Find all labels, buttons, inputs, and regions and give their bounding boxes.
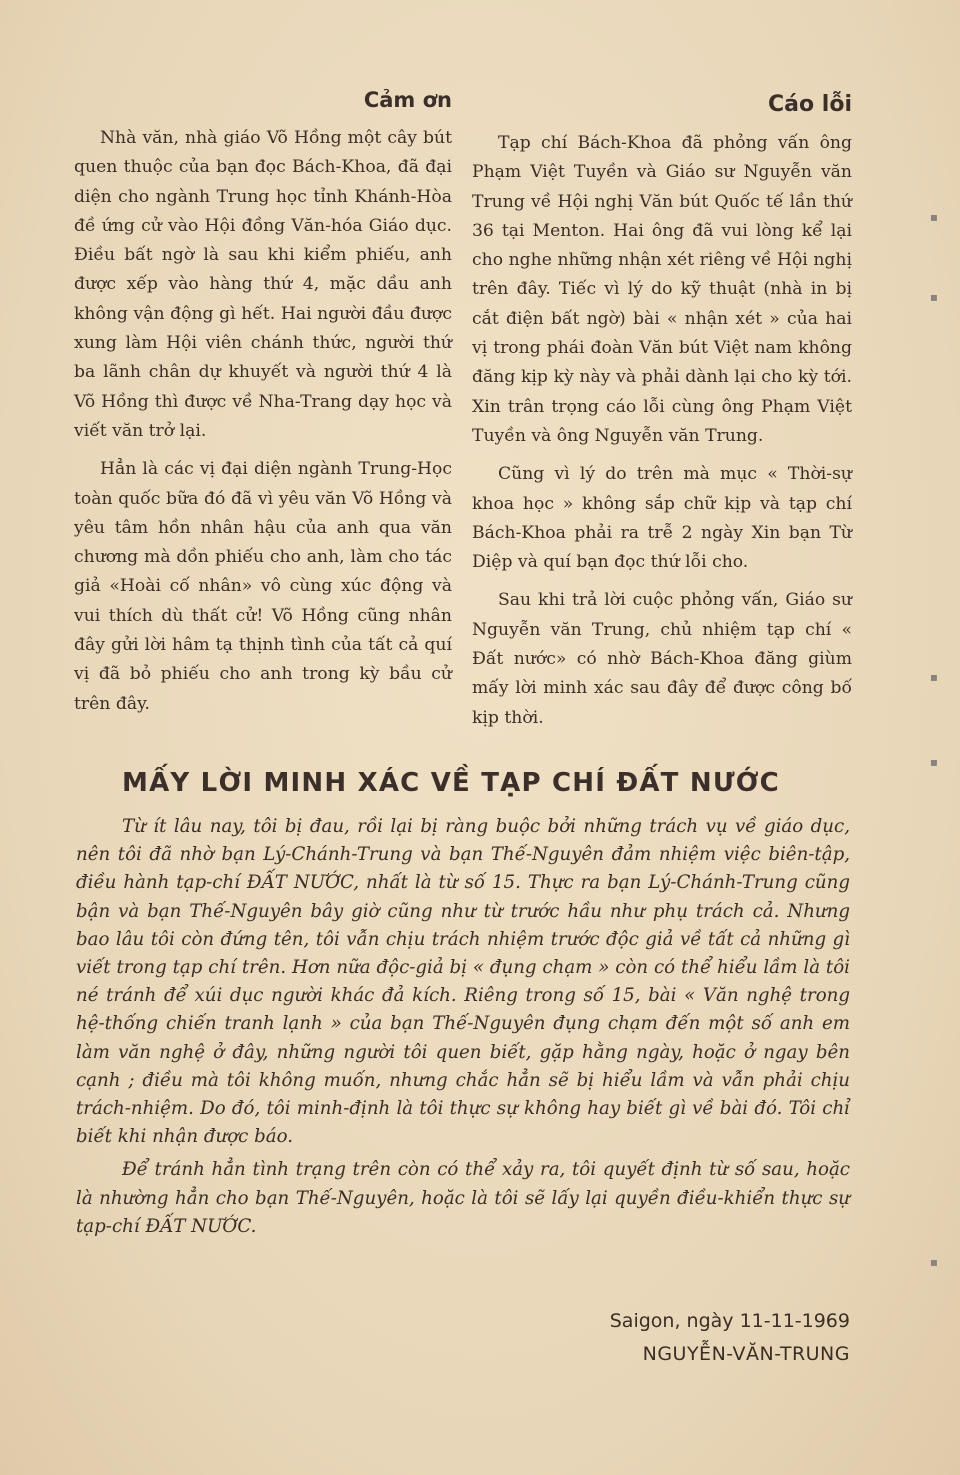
article-body: [76, 813, 850, 1241]
binding-mark: ▪: [929, 670, 938, 684]
left-paragraph-2: Hẳn là các vị đại diện ngành Trung-Học toàn quốc bữa đó đã vì yêu văn Võ Hồng và yêu tâm hồn nhân hậu của anh qua văn chương mà dồn phiếu cho anh, làm cho tác giả «Hoài cố nhân» vô cùng xúc động và vui thích dù thất cử! Võ Hồng cũng nhân đây gửi lời hâm tạ thịnh tình của tất cả quí vị đã bỏ phiếu cho anh trong kỳ bầu cử trên đây.: [74, 459, 452, 714]
article-paragraph-1: Từ ít lâu nay, tôi bị đau, rồi lại bị ràng buộc bởi những trách vụ về giáo dục, nên tôi đã nhờ bạn Lý-Chánh-Trung và bạn Thế-Nguyên đảm nhiệm việc biên-tập, điều hành tạp-chí ĐẤT NƯỚC, nhất là từ số 15. Thực ra bạn Lý-Chánh-Trung cũng bận và bạn Thế-Nguyên bây giờ cũng như từ trước hầu như phụ trách cả. Nhưng bao lâu tôi còn đứng tên, tôi vẫn chịu trách nhiệm trước độc giả về tất cả những gì viết trong tạp chí trên. Hơn nữa độc-giả bị « đụng chạm » còn có thể hiểu lầm là tôi né tránh để xúi dục người khác đả kích. Riêng trong số 15, bài « Văn nghệ trong hệ-thống chiến tranh lạnh » của bạn Thế-Nguyên đụng chạm đến một số anh em làm văn nghệ ở đây, những người tôi quen biết, gặp hằng ngày, hoặc ở ngay bên cạnh ; điều mà tôi không muốn, nhưng chắc hẳn sẽ bị hiểu lầm và vẫn phải chịu trách-nhiệm. Do đó, tôi minh-định là tôi thực sự không hay biết gì về bài đó. Tôi chỉ biết khi nhận được báo.: [76, 816, 850, 1148]
right-paragraph-3: Sau khi trả lời cuộc phỏng vấn, Giáo sư Nguyễn văn Trung, chủ nhiệm tạp chí « Đất nước» có nhờ Bách-Khoa đăng giùm mấy lời minh xác sau đây để được công bố kịp thời.: [472, 590, 852, 728]
binding-mark: ▪: [929, 290, 938, 304]
right-column: [472, 88, 852, 733]
signature-block: [610, 1305, 850, 1371]
binding-mark: ▪: [929, 1255, 938, 1269]
left-paragraph-1: Nhà văn, nhà giáo Võ Hồng một cây bút quen thuộc của bạn đọc Bách-Khoa, đã đại diện cho ngành Trung học tỉnh Khánh-Hòa đề ứng cử vào Hội đồng Văn-hóa Giáo dục. Điều bất ngờ là sau khi kiểm phiếu, anh được xếp vào hàng thứ 4, mặc dầu anh không vận động gì hết. Hai người đầu được xung làm Hội viên chánh thức, người thứ ba lãnh chân dự khuyết và người thứ 4 là Võ Hồng thì được về Nha-Trang dạy học và viết văn trở lại.: [74, 128, 452, 441]
article-paragraph-2: Để tránh hẳn tình trạng trên còn có thể xảy ra, tôi quyết định từ số sau, hoặc là nhường hẳn cho bạn Thế-Nguyên, hoặc là tôi sẽ lấy lại quyền điều-khiển thực sự tạp-chí ĐẤT NƯỚC.: [76, 1159, 850, 1237]
left-column-heading: Cảm ơn: [363, 88, 452, 112]
left-column: [74, 88, 452, 719]
binding-mark: ▪: [929, 755, 938, 769]
right-paragraph-1: Tạp chí Bách-Khoa đã phỏng vấn ông Phạm Việt Tuyền và Giáo sư Nguyễn văn Trung về Hội nghị Văn bút Quốc tế lần thứ 36 tại Menton. Hai ông đã vui lòng kể lại cho nghe những nhận xét riêng về Hội nghị trên đây. Tiếc vì lý do kỹ thuật (nhà in bị cắt điện bất ngờ) bài « nhận xét » của hai vị trong phái đoàn Văn bút Việt nam không đăng kịp kỳ này và phải dành lại cho kỳ tới. Xin trân trọng cáo lỗi cùng ông Phạm Việt Tuyền và ông Nguyễn văn Trung.: [472, 133, 852, 446]
right-paragraph-2: Cũng vì lý do trên mà mục « Thời-sự khoa học » không sắp chữ kịp và tạp chí Bách-Khoa phải ra trễ 2 ngày Xin bạn Từ Diệp và quí bạn đọc thứ lỗi cho.: [472, 464, 852, 573]
binding-mark: ▪: [929, 210, 938, 224]
article-title: MẤY LỜI MINH XÁC VỀ TẠP CHÍ ĐẤT NƯỚC: [122, 768, 780, 798]
date-line: Saigon, ngày 11-11-1969: [609, 1310, 850, 1332]
right-column-heading: Cáo lỗi: [768, 92, 852, 117]
author-name: NGUYỄN-VĂN-TRUNG: [642, 1343, 850, 1365]
